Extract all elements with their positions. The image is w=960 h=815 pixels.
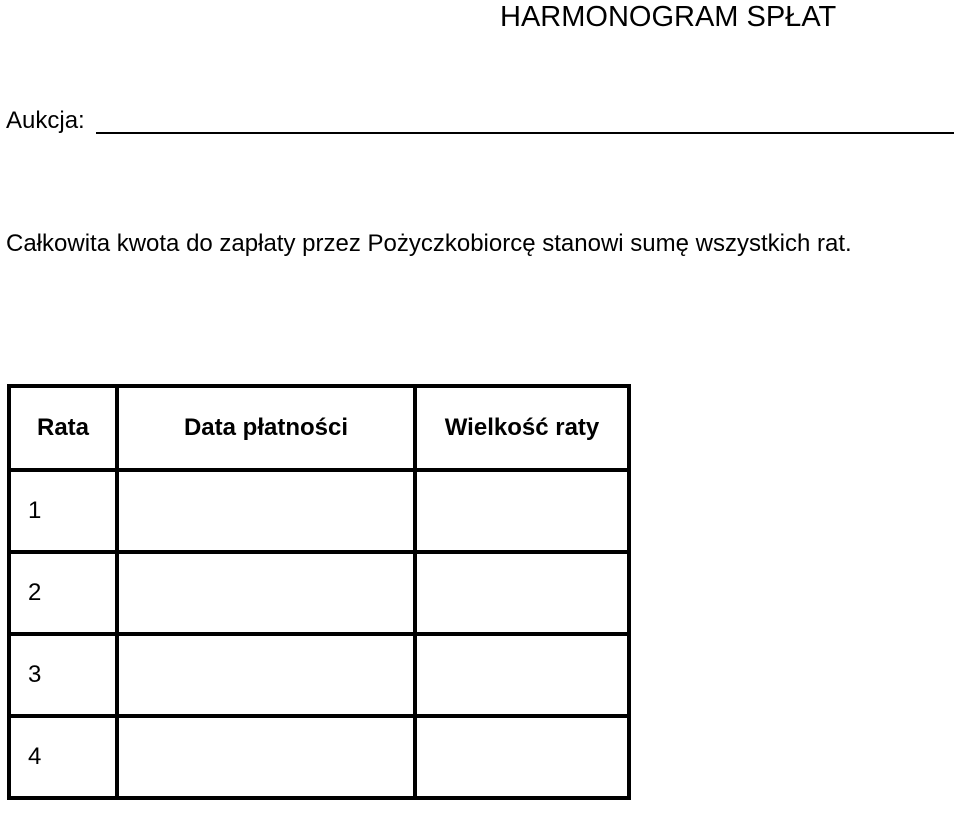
table-row	[9, 470, 629, 552]
column-header-wielkosc-raty: Wielkość raty	[415, 386, 629, 470]
table-row	[9, 552, 629, 634]
repayment-schedule-table	[7, 384, 631, 800]
column-header-data-platnosci: Data płatności	[117, 386, 415, 470]
installment-amount-cell	[415, 634, 629, 716]
payment-date-cell	[117, 470, 415, 552]
auction-blank-line	[96, 132, 954, 134]
table-row	[9, 634, 629, 716]
table-row	[9, 716, 629, 798]
installment-number: 4	[9, 716, 117, 798]
installment-amount-cell	[415, 716, 629, 798]
installment-number: 3	[9, 634, 117, 716]
installment-amount-cell	[415, 470, 629, 552]
payment-date-cell	[117, 552, 415, 634]
document-title: HARMONOGRAM SPŁAT	[500, 1, 837, 33]
installment-number: 1	[9, 470, 117, 552]
installment-amount-cell	[415, 552, 629, 634]
column-header-rata: Rata	[9, 386, 117, 470]
table-header-row	[9, 386, 629, 470]
payment-date-cell	[117, 716, 415, 798]
auction-field	[6, 105, 956, 141]
payment-date-cell	[117, 634, 415, 716]
auction-label: Aukcja:	[6, 107, 85, 134]
total-amount-statement: Całkowita kwota do zapłaty przez Pożyczkobiorcę stanowi sumę wszystkich rat.	[6, 230, 852, 257]
installment-number: 2	[9, 552, 117, 634]
